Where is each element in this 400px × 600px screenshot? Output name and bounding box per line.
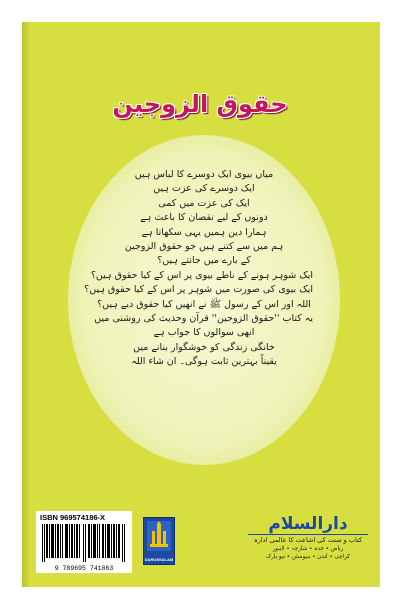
blurb-line: اللہ اور اس کے رسول ﷺ نے انھیں کیا حقوق دیے ہیں؟ <box>97 298 311 310</box>
blurb-line: ایک بیوی کی صورت میں شوہر پر اس کے کیا حقوق ہیں؟ <box>84 284 313 296</box>
blurb-line: ایک کی عزت میں کمی <box>158 197 250 209</box>
blurb-line: دونوں کے لیے نقصان کا باعث ہے <box>140 212 268 224</box>
isbn-label: ISBN 969574186-X <box>40 513 106 522</box>
isbn-barcode-block <box>36 511 132 573</box>
publisher-name: دارالسلام <box>268 514 348 534</box>
blurb-text <box>84 168 313 370</box>
blurb-line: کے بارے میں جانتے ہیں؟ <box>157 255 251 267</box>
logo-label: DARUSSALAM <box>144 557 174 562</box>
barcode-icon <box>42 524 126 562</box>
blurb-line: یہ کتاب ''حقوق الزوجین'' قرآن وحدیث کی روشنی میں <box>94 313 313 325</box>
blurb-line: ہمارا دین ہمیں یہی سکھاتا ہے <box>141 226 267 238</box>
blurb-line: ایک شوہر ہونے کے ناطے بیوی پر اس کے کیا حقوق ہیں؟ <box>90 269 313 281</box>
barcode-number: 9 789695 741863 <box>54 565 114 572</box>
blurb-line: میاں بیوی ایک دوسرے کا لباس ہیں <box>134 169 274 180</box>
book-title: حقوق الزوجین <box>112 90 288 118</box>
publisher-block <box>240 514 376 561</box>
blurb-line: ایک دوسرے کی عزت ہیں <box>153 183 255 195</box>
publisher-cities-1: ریاض • جدہ • شارجہ • لاہور <box>272 546 344 552</box>
publisher-cities-2: کراچی • لندن • ہیوسٹن • نیو یارک <box>266 554 350 560</box>
minaret-icon <box>144 518 174 556</box>
blurb-line: انھی سوالوں کا جواب ہے <box>153 327 255 339</box>
publisher-tagline: کتاب و سنت کی اشاعت کا عالمی ادارہ <box>248 534 368 545</box>
darussalam-logo-icon <box>143 517 175 565</box>
blurb-line: خانگی زندگی کو خوشگوار بنانے میں <box>133 341 275 353</box>
blurb-line: ہم میں سے کتنے ہیں جو حقوق الزوجین <box>124 241 284 253</box>
blurb-line: یقیناً بہترین ثابت ہوگی۔ ان شاء اللہ <box>131 356 277 368</box>
